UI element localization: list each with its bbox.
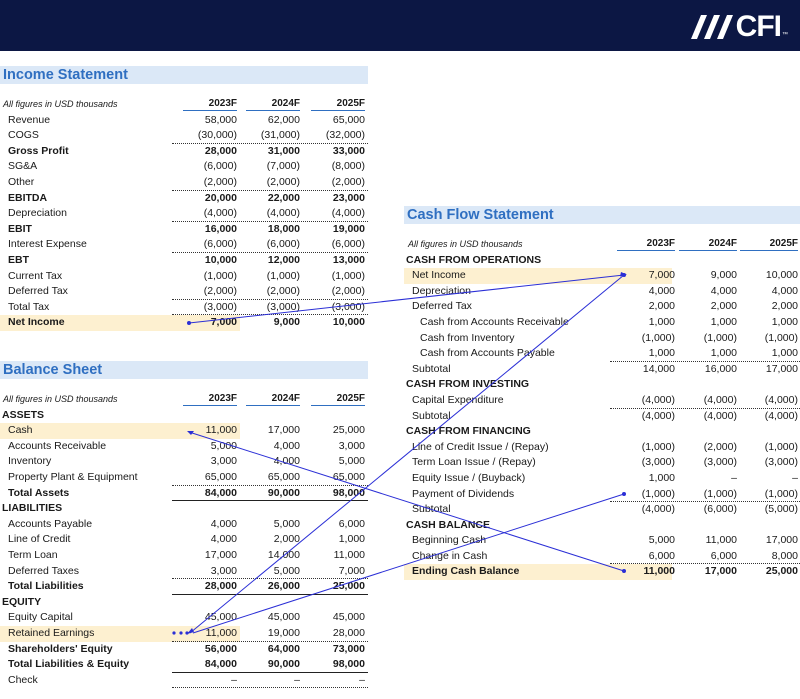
row-label: Depreciation [8,207,67,220]
cell-value: 73,000 [332,642,365,655]
table-row-equity [0,595,368,611]
year-header: 2023F [183,392,237,406]
table-row-cogs [0,128,368,144]
cell-value: 9,000 [273,316,300,329]
cell-value: 12,000 [267,253,300,266]
row-label: Term Loan [8,548,58,561]
table-row-term-loan-issue-repay [404,455,800,471]
row-label: ASSETS [2,408,45,421]
row-label: EBT [8,253,29,266]
cell-value: 62,000 [267,113,300,126]
cell-value: (2,000) [203,175,237,188]
table-row-ending-cash-balance [404,564,800,580]
cfi-logo [682,12,788,42]
row-label: Accounts Receivable [8,439,107,452]
cell-value: 6,000 [338,517,365,530]
row-label: Cash from Inventory [420,331,515,344]
cell-value: 1,000 [771,347,798,360]
table-row-accounts-receivable [0,439,368,455]
subtotal-rule [172,687,368,688]
cell-value: 5,000 [648,534,675,547]
cell-value: 25,000 [765,565,798,578]
cell-value: – [231,673,237,686]
cell-value: 45,000 [332,611,365,624]
cell-value: (1,000) [203,269,237,282]
cell-value: (1,000) [641,331,675,344]
cell-value: 6,000 [648,549,675,562]
cell-value: 2,000 [273,533,300,546]
cell-value: (30,000) [197,129,237,142]
cell-value: 19,000 [267,626,300,639]
row-label: Retained Earnings [8,626,95,639]
cell-value: (1,000) [764,487,798,500]
year-header: 2025F [740,237,798,251]
cell-value: (6,000) [203,238,237,251]
cell-value: (1,000) [703,331,737,344]
row-label: Line of Credit Issue / (Repay) [412,440,549,453]
row-label: Equity Issue / (Buyback) [412,471,526,484]
cell-value: (1,000) [331,269,365,282]
cell-value: 10,000 [765,269,798,282]
cell-value: – [792,471,798,484]
cell-value: 2,000 [771,300,798,313]
cell-value: (4,000) [764,393,798,406]
row-label: Cash from Accounts Payable [420,347,555,360]
cell-value: – [294,673,300,686]
cfi-logo-mark-icon [682,13,734,41]
cell-value: 1,000 [648,315,675,328]
cell-value: 20,000 [204,191,237,204]
cell-value: 3,000 [210,455,237,468]
cell-value: 4,000 [210,517,237,530]
cell-value: – [731,471,737,484]
cell-value: 4,000 [273,439,300,452]
cell-value: 6,000 [710,549,737,562]
cell-value: (4,000) [203,207,237,220]
cell-value: 98,000 [332,486,365,499]
cell-value: (4,000) [641,409,675,422]
income-statement-table [0,97,368,331]
year-header: 2023F [183,97,237,111]
cell-value: 65,000 [204,470,237,483]
table-row-cash-from-accounts-receivable [404,315,800,331]
balance-sheet-title: Balance Sheet [0,361,368,379]
row-label: Net Income [8,316,65,329]
row-label: Cash from Accounts Receivable [420,315,569,328]
cell-value: 2,000 [648,300,675,313]
cell-value: 17,000 [765,534,798,547]
cell-value: (6,000) [703,503,737,516]
year-header: 2025F [311,97,365,111]
table-row-cash-from-financing [404,424,800,440]
cell-value: (2,000) [703,440,737,453]
table-row-retained-earnings [0,626,368,642]
cell-value: 4,000 [771,284,798,297]
row-label: Revenue [8,113,51,126]
row-label: COGS [8,129,39,142]
table-row-sganda [0,159,368,175]
header-bar [0,0,800,51]
cell-value: 11,000 [333,548,365,561]
cell-value: (2,000) [266,285,300,298]
cell-value: (4,000) [266,207,300,220]
cell-value: 1,000 [338,533,365,546]
table-row-total-assets [0,486,368,502]
row-label: EBITDA [8,191,48,204]
cfi-logo-text: CFI [735,10,781,43]
row-label: Subtotal [412,409,451,422]
row-label: Equity Capital [8,611,73,624]
cell-value: 5,000 [210,439,237,452]
balance-sheet [0,361,368,697]
cell-value: 4,000 [273,455,300,468]
cell-value: 3,000 [210,564,237,577]
table-row-cash-from-accounts-payable [404,346,800,362]
table-header-row [0,392,368,408]
cell-value: 65,000 [332,113,365,126]
row-label: Capital Expenditure [412,393,504,406]
units-note: All figures in USD thousands [3,99,118,109]
cell-value: 11,000 [205,424,237,437]
row-label: EQUITY [2,595,42,608]
cell-value: (4,000) [764,409,798,422]
cell-value: (2,000) [203,285,237,298]
cell-value: 17,000 [765,362,798,375]
row-label: Net Income [412,269,466,282]
table-row-equity-issue-buyback [404,471,800,487]
cash-flow-statement [404,206,800,581]
cell-value: 18,000 [267,222,300,235]
cell-value: (6,000) [203,160,237,173]
cell-value: 5,000 [338,455,365,468]
units-note: All figures in USD thousands [3,394,118,404]
cell-value: (3,000) [331,300,365,313]
cell-value: 58,000 [204,113,237,126]
table-row-equity-capital [0,610,368,626]
table-row-capital-expenditure [404,393,800,409]
cell-value: (6,000) [331,238,365,251]
table-row-cash [0,423,368,439]
cell-value: 11,000 [643,565,675,578]
table-row-cash-from-operations [404,253,800,269]
row-label: Subtotal [412,503,451,516]
cell-value: (1,000) [641,440,675,453]
table-row-deferred-tax [0,284,368,300]
cell-value: (2,000) [331,285,365,298]
cell-value: 17,000 [704,565,737,578]
cell-value: 14,000 [642,362,675,375]
table-row-net-income [404,268,800,284]
cell-value: (1,000) [764,440,798,453]
cell-value: 23,000 [332,191,365,204]
row-label: Deferred Tax [8,285,68,298]
cell-value: 7,000 [210,316,237,329]
cell-value: 84,000 [204,486,237,499]
table-row-total-liabilities [0,579,368,595]
cell-value: (4,000) [641,503,675,516]
cell-value: (32,000) [325,129,365,142]
row-label: Deferred Taxes [8,564,80,577]
table-row-subtotal [404,502,800,518]
cell-value: (8,000) [331,160,365,173]
cell-value: (6,000) [266,238,300,251]
cell-value: 1,000 [648,471,675,484]
table-row-line-of-credit [0,532,368,548]
cell-value: 7,000 [338,564,365,577]
cell-value: (3,000) [764,456,798,469]
cell-value: (1,000) [703,487,737,500]
table-header-row [0,97,368,113]
cell-value: 28,000 [332,626,365,639]
cell-value: 13,000 [332,253,365,266]
table-row-shareholders-equity [0,642,368,658]
cell-value: 17,000 [204,548,237,561]
cell-value: 9,000 [710,269,737,282]
table-row-depreciation [404,284,800,300]
cell-value: (3,000) [266,300,300,313]
table-row-net-income [0,315,368,331]
cell-value: 10,000 [204,253,237,266]
table-row-change-in-cash [404,549,800,565]
cell-value: 25,000 [332,580,365,593]
row-label: Total Liabilities [8,580,84,593]
cell-value: (1,000) [641,487,675,500]
cell-value: 90,000 [267,486,300,499]
cell-value: 4,000 [648,284,675,297]
table-row-subtotal [404,409,800,425]
cell-value: 4,000 [210,533,237,546]
cell-value: 7,000 [648,269,675,282]
income-statement [0,66,368,336]
cell-value: 56,000 [204,642,237,655]
row-label: CASH BALANCE [406,518,490,531]
cell-value: 5,000 [273,517,300,530]
row-label: Beginning Cash [412,534,487,547]
table-row-depreciation [0,206,368,222]
cell-value: 28,000 [204,580,237,593]
row-label: Check [8,673,38,686]
table-row-total-liabilities-and-equity [0,657,368,673]
row-label: Term Loan Issue / (Repay) [412,456,536,469]
row-label: Total Tax [8,300,50,313]
cell-value: (1,000) [266,269,300,282]
cell-value: (1,000) [764,331,798,344]
table-row-cash-from-investing [404,377,800,393]
year-header: 2025F [311,392,365,406]
cell-value: (3,000) [703,456,737,469]
cell-value: (4,000) [641,393,675,406]
table-row-cash-from-inventory [404,331,800,347]
table-row-other [0,175,368,191]
cell-value: 19,000 [332,222,365,235]
cell-value: 65,000 [267,470,300,483]
cell-value: 45,000 [267,611,300,624]
table-row-current-tax [0,269,368,285]
cell-value: (7,000) [266,160,300,173]
row-label: Gross Profit [8,144,69,157]
cell-value: 98,000 [332,658,365,671]
row-label: Total Liabilities & Equity [8,658,130,671]
cell-value: 2,000 [710,300,737,313]
cell-value: 5,000 [273,564,300,577]
cell-value: (5,000) [764,503,798,516]
table-row-ebitda [0,191,368,207]
cell-value: (4,000) [703,393,737,406]
row-label: Inventory [8,455,52,468]
cash-flow-table [404,237,800,580]
cell-value: 22,000 [267,191,300,204]
cell-value: 1,000 [710,315,737,328]
cell-value: 1,000 [771,315,798,328]
table-row-line-of-credit-issue-repay [404,440,800,456]
row-label: EBIT [8,222,32,235]
row-label: CASH FROM FINANCING [406,425,531,438]
cell-value: 16,000 [704,362,737,375]
row-label: Property Plant & Equipment [8,470,138,483]
row-label: Shareholders' Equity [8,642,113,655]
row-label: CASH FROM INVESTING [406,378,530,391]
cell-value: (2,000) [331,175,365,188]
table-row-liabilities [0,501,368,517]
table-row-interest-expense [0,237,368,253]
cell-value: 1,000 [648,347,675,360]
cash-flow-title: Cash Flow Statement [404,206,800,224]
cell-value: 31,000 [267,144,300,157]
row-label: Depreciation [412,284,471,297]
table-row-accounts-payable [0,517,368,533]
table-row-beginning-cash [404,533,800,549]
table-row-ebit [0,222,368,238]
cell-value: 16,000 [204,222,237,235]
row-label: SG&A [8,160,38,173]
row-label: Subtotal [412,362,451,375]
cell-value: (31,000) [260,129,300,142]
balance-sheet-table [0,392,368,688]
units-note: All figures in USD thousands [408,239,523,249]
row-label: LIABILITIES [2,502,63,515]
row-label: Cash [8,424,33,437]
year-header: 2024F [246,97,300,111]
trademark-mark: ™ [782,32,788,38]
cell-value: 90,000 [267,658,300,671]
cell-value: – [359,673,365,686]
income-statement-title: Income Statement [0,66,368,84]
table-row-check [0,673,368,689]
year-header: 2024F [246,392,300,406]
cell-value: 11,000 [205,626,237,639]
table-row-property-plant-and-equipment [0,470,368,486]
cell-value: 3,000 [338,439,365,452]
table-row-term-loan [0,548,368,564]
table-row-deferred-tax [404,299,800,315]
table-row-deferred-taxes [0,564,368,580]
cell-value: 8,000 [771,549,798,562]
table-row-payment-of-dividends [404,487,800,503]
row-label: Interest Expense [8,238,87,251]
cell-value: 65,000 [332,470,365,483]
cell-value: 4,000 [710,284,737,297]
cell-value: 11,000 [705,534,737,547]
row-label: Change in Cash [412,549,488,562]
cell-value: 33,000 [332,144,365,157]
year-header: 2024F [679,237,737,251]
table-row-inventory [0,454,368,470]
cell-value: 45,000 [204,611,237,624]
cell-value: 25,000 [332,424,365,437]
row-label: Deferred Tax [412,300,472,313]
table-row-subtotal [404,362,800,378]
table-row-revenue [0,113,368,129]
row-label: Current Tax [8,269,63,282]
table-row-total-tax [0,300,368,316]
table-row-assets [0,408,368,424]
row-label: Total Assets [8,486,70,499]
table-row-gross-profit [0,144,368,160]
year-header: 2023F [617,237,675,251]
row-label: Other [8,175,35,188]
table-header-row [404,237,800,253]
row-label: Line of Credit [8,533,71,546]
cell-value: 84,000 [204,658,237,671]
cell-value: 64,000 [267,642,300,655]
cell-value: 14,000 [267,548,300,561]
cell-value: (3,000) [641,456,675,469]
row-label: Payment of Dividends [412,487,515,500]
row-label: CASH FROM OPERATIONS [406,253,542,266]
cell-value: 26,000 [267,580,300,593]
row-label: Accounts Payable [8,517,93,530]
cell-value: (4,000) [331,207,365,220]
cell-value: 10,000 [332,316,365,329]
cell-value: (4,000) [703,409,737,422]
row-label: Ending Cash Balance [412,565,520,578]
table-row-ebt [0,253,368,269]
cell-value: 1,000 [710,347,737,360]
cell-value: (3,000) [203,300,237,313]
table-row-cash-balance [404,518,800,534]
cell-value: (2,000) [266,175,300,188]
cell-value: 28,000 [204,144,237,157]
cell-value: 17,000 [267,424,300,437]
